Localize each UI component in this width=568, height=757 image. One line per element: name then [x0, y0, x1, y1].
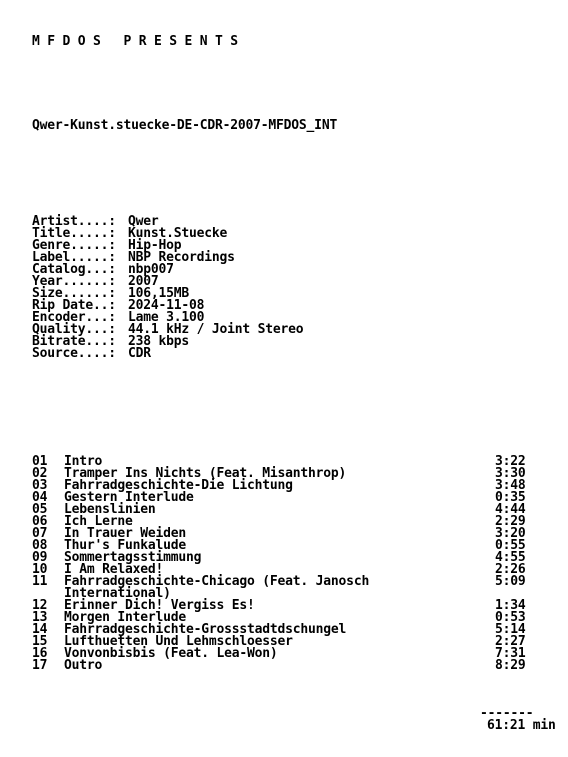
info-block: [32, 216, 369, 360]
track-duration: 3:48: [495, 478, 526, 493]
track-number: 10: [32, 562, 48, 577]
info-key: Quality...:: [32, 322, 116, 337]
track-number: 08: [32, 538, 48, 553]
track-title: Outro: [64, 658, 103, 673]
track-title: Fahrradgeschichte-Grossstadtdschungel: [64, 622, 347, 637]
info-key: Title.....:: [32, 226, 116, 241]
info-value: 2024-11-08: [128, 298, 205, 313]
info-key: Label.....:: [32, 250, 116, 265]
track-duration: 3:20: [495, 526, 526, 541]
track-title-continuation: International): [64, 586, 171, 601]
total-block: [32, 706, 556, 733]
info-value: nbp007: [128, 262, 174, 277]
info-value: 2007: [128, 274, 159, 289]
info-key: Artist....:: [32, 214, 116, 229]
track-row: [32, 634, 526, 649]
track-duration: 5:09: [495, 574, 526, 589]
track-title: Gestern Interlude: [64, 490, 194, 505]
info-value: NBP Recordings: [128, 250, 235, 265]
track-title: Fahrradgeschichte-Chicago (Feat. Janosch: [64, 574, 370, 589]
track-duration: 3:30: [495, 466, 526, 481]
track-duration: 4:55: [495, 550, 526, 565]
track-duration: 2:29: [495, 514, 526, 529]
track-duration: 5:14: [495, 622, 526, 637]
track-title: Ich Lerne: [64, 514, 133, 529]
info-row: [32, 348, 369, 360]
track-row: [32, 574, 526, 589]
info-value: Hip-Hop: [128, 238, 182, 253]
track-title: Thur's Funkalude: [64, 538, 187, 553]
track-duration: 3:22: [495, 454, 526, 469]
track-number: 06: [32, 514, 48, 529]
track-title: Morgen Interlude: [64, 610, 187, 625]
track-title: Lebenslinien: [64, 502, 156, 517]
track-row: [32, 610, 526, 625]
total-separator: -------: [480, 706, 534, 721]
release-name: Qwer-Kunst.stuecke-DE-CDR-2007-MFDOS_INT: [32, 118, 338, 133]
track-duration: 2:26: [495, 562, 526, 577]
track-duration: 0:55: [495, 538, 526, 553]
track-number: 11: [32, 574, 48, 589]
tracklist: [32, 454, 526, 673]
track-title: Erinner Dich! Vergiss Es!: [64, 598, 255, 613]
track-title: Fahrradgeschichte-Die Lichtung: [64, 478, 293, 493]
info-key: Bitrate...:: [32, 334, 116, 349]
group-header: M F D O S P R E S E N T S: [32, 34, 238, 49]
info-key: Year......:: [32, 274, 116, 289]
track-number: 15: [32, 634, 48, 649]
track-number: 16: [32, 646, 48, 661]
info-value: CDR: [128, 346, 151, 361]
info-key: Source....:: [32, 346, 116, 361]
track-title: Lufthuetten Und Lehmschloesser: [64, 634, 293, 649]
track-number: 14: [32, 622, 48, 637]
info-key: Encoder...:: [32, 310, 116, 325]
track-duration: 0:53: [495, 610, 526, 625]
track-number: 03: [32, 478, 48, 493]
track-number: 12: [32, 598, 48, 613]
track-duration: 7:31: [495, 646, 526, 661]
info-value: Qwer: [128, 214, 159, 229]
track-duration: 8:29: [495, 658, 526, 673]
track-number: 17: [32, 658, 48, 673]
track-row: [32, 646, 526, 661]
track-number: 01: [32, 454, 48, 469]
track-row: [32, 658, 526, 673]
info-key: Rip Date..:: [32, 298, 116, 313]
track-number: 02: [32, 466, 48, 481]
track-duration: 2:27: [495, 634, 526, 649]
info-value: Lame 3.100: [128, 310, 205, 325]
track-title: I Am Relaxed!: [64, 562, 164, 577]
info-key: Catalog...:: [32, 262, 116, 277]
track-title: Tramper Ins Nichts (Feat. Misanthrop): [64, 466, 347, 481]
info-key: Size......:: [32, 286, 116, 301]
track-number: 07: [32, 526, 48, 541]
track-number: 13: [32, 610, 48, 625]
track-duration: 0:35: [495, 490, 526, 505]
track-row: [32, 622, 526, 637]
track-title: Intro: [64, 454, 103, 469]
track-number: 05: [32, 502, 48, 517]
total-time: 61:21 min: [487, 718, 556, 733]
info-value: 106,15MB: [128, 286, 190, 301]
track-duration: 4:44: [495, 502, 526, 517]
nfo-document: [32, 12, 556, 744]
track-title: In Trauer Weiden: [64, 526, 187, 541]
info-value: 238 kbps: [128, 334, 190, 349]
info-value: Kunst.Stuecke: [128, 226, 228, 241]
track-duration: 1:34: [495, 598, 526, 613]
track-title: Sommertagsstimmung: [64, 550, 202, 565]
track-number: 04: [32, 490, 48, 505]
info-key: Genre.....:: [32, 238, 116, 253]
info-value: 44.1 kHz / Joint Stereo: [128, 322, 304, 337]
track-title: Vonvonbisbis (Feat. Lea-Won): [64, 646, 278, 661]
track-number: 09: [32, 550, 48, 565]
